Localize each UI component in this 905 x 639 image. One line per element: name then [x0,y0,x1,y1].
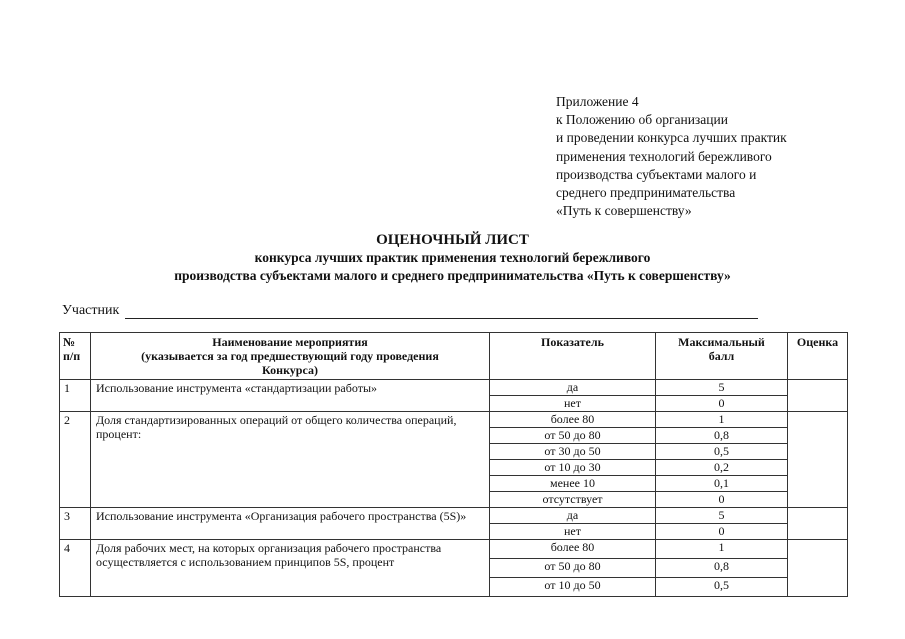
max-score-cell: 0,8 [656,428,788,444]
appendix-line: и проведении конкурса лучших практик [556,130,787,146]
appendix-line: Приложение 4 [556,94,639,109]
score-cell[interactable] [788,412,848,508]
event-name: Доля стандартизированных операций от общего количества операций, процент: [91,412,490,508]
indicator-cell: нет [490,524,656,540]
score-cell[interactable] [788,540,848,597]
document-title: ОЦЕНОЧНЫЙ ЛИСТ [376,232,529,248]
header-max-score [656,333,788,380]
appendix-line: «Путь к совершенству» [556,203,692,219]
appendix-line: производства субъектами малого и [556,166,757,182]
participant-input-line [125,318,758,319]
event-name: Использование инструмента «стандартизации работы» [91,380,490,412]
header-max-line: балл [708,349,735,363]
row-number: 4 [60,540,91,597]
indicator-cell: нет [490,396,656,412]
max-score-cell: 0,1 [656,476,788,492]
max-score-cell: 1 [656,412,788,428]
header-number-line: № [63,335,76,349]
indicator-cell: менее 10 [490,476,656,492]
max-score-cell: 0,5 [656,444,788,460]
appendix-note [556,93,787,220]
header-name-line: Конкурса) [262,363,318,377]
row-number: 1 [60,380,91,412]
document-subtitle-line-2: производства субъектами малого и среднего предпринимательства «Путь к совершенству» [174,268,731,283]
indicator-cell: более 80 [490,412,656,428]
event-name: Использование инструмента «Организация рабочего пространства (5S)» [91,508,490,540]
row-number: 3 [60,508,91,540]
header-number [60,333,91,380]
table-row [60,380,848,396]
indicator-cell: отсутствует [490,492,656,508]
header-number-line: п/п [63,349,81,363]
table-row [60,540,848,559]
row-number: 2 [60,412,91,508]
max-score-cell: 0,8 [656,559,788,578]
max-score-cell: 0 [656,492,788,508]
max-score-cell: 0,2 [656,460,788,476]
max-score-cell: 5 [656,380,788,396]
table-header-row [60,333,848,380]
score-cell[interactable] [788,508,848,540]
appendix-line: применения технологий бережливого [556,148,772,164]
table-row [60,508,848,524]
indicator-cell: от 10 до 30 [490,460,656,476]
appendix-line: к Положению об организации [556,112,728,128]
header-name-line: (указывается за год предшествующий году проведения [141,349,439,363]
event-name: Доля рабочих мест, на которых организация рабочего пространства осуществляется с использованием принципов 5S, процент [91,540,490,597]
max-score-cell: 5 [656,508,788,524]
indicator-cell: да [490,508,656,524]
table-row [60,412,848,428]
indicator-cell: да [490,380,656,396]
indicator-cell: от 30 до 50 [490,444,656,460]
appendix-line: среднего предпринимательства [556,185,736,201]
document-subtitle-line-1: конкурса лучших практик применения технологий бережливого [254,250,651,265]
max-score-cell: 0 [656,524,788,540]
indicator-cell: от 10 до 50 [490,578,656,597]
header-max-line: Максимальный [678,335,765,349]
indicator-cell: более 80 [490,540,656,559]
max-score-cell: 1 [656,540,788,559]
max-score-cell: 0 [656,396,788,412]
evaluation-table [59,332,848,597]
header-event-name [91,333,490,380]
score-cell[interactable] [788,380,848,412]
header-indicator: Показатель [490,333,656,380]
participant-label: Участник [62,303,120,318]
header-name-line: Наименование мероприятия [212,335,368,349]
indicator-cell: от 50 до 80 [490,428,656,444]
header-score: Оценка [788,333,848,380]
max-score-cell: 0,5 [656,578,788,597]
indicator-cell: от 50 до 80 [490,559,656,578]
